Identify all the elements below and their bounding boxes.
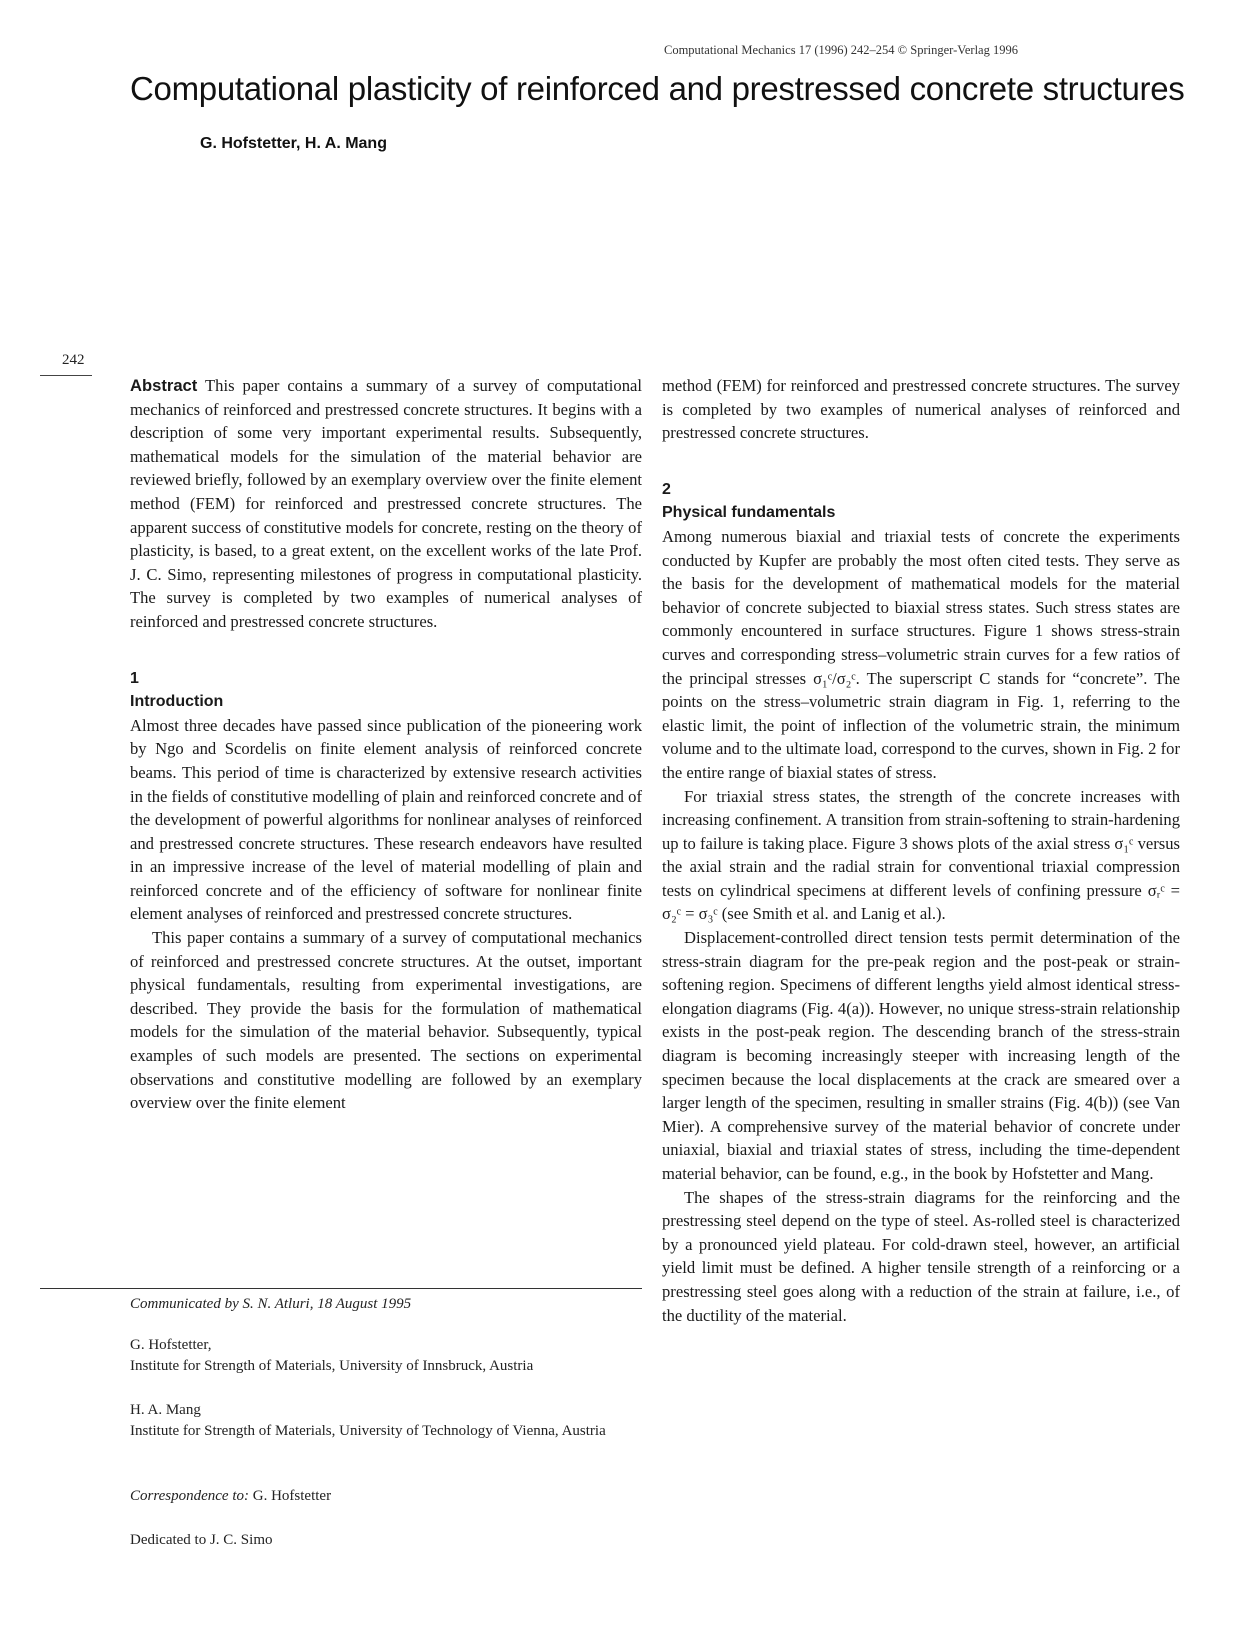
abstract: [130, 374, 642, 634]
left-column: [130, 374, 642, 1115]
footnote-rule: [40, 1288, 642, 1289]
footnote-dedication: [130, 1530, 642, 1551]
section-2-paragraph-4: The shapes of the stress-strain diagrams for the reinforcing and the prestressing steel depend on the type of steel. As-rolled steel is characterized by a pronounced yield plateau. For cold-drawn steel, however, an artificial yield limit must be defined. A higher tensile strength of a reinforcing or a prestressing steel goes along with a reduction of the strain at failure, i.e., of the ductility of the material.: [662, 1187, 1180, 1325]
abstract-label: Abstract: [130, 376, 198, 395]
communicated-text: Communicated by S. N. Atluri, 18 August 1995: [130, 1296, 412, 1312]
page-number-rule: [40, 375, 92, 376]
section-2-number: 2: [662, 480, 671, 498]
author-list: G. Hofstetter, H. A. Mang: [200, 135, 387, 152]
section-2-paragraph-2: For triaxial stress states, the strength of the concrete increases with increasing confinement. A transition from strain-softening to strain-hardening up to failure is taking place. Figure 3 shows plots of the axial stress σ₁ᶜ versus the axial strain and the radial strain for conventional triaxial compression tests on cylindrical specimens at different levels of confining pressure σᵣᶜ = σ₂ᶜ = σ₃ᶜ (see Smith et al. and Lanig et al.).: [662, 786, 1180, 924]
spacer: [130, 634, 642, 667]
page-number: 242: [62, 352, 85, 368]
footnote-communicated: [130, 1294, 642, 1315]
right-column: [662, 374, 1180, 1327]
footnote-correspondence: [130, 1486, 642, 1507]
footnote-author-1: [130, 1335, 642, 1377]
correspondence-name: G. Hofstetter: [252, 1488, 332, 1504]
section-1-title: Introduction: [130, 693, 224, 711]
section-2-paragraph-1: Among numerous biaxial and triaxial tests of concrete the experiments conducted by Kupfer are probably the most often cited tests. They serve as the basis for the development of mathematical models for the material behavior of concrete subjected to biaxial stress states. Such stress states are commonly encountered in surface structures. Figure 1 shows stress-strain curves and corresponding stress–volumetric strain curves for a few ratios of the principal stresses σ₁ᶜ/σ₂ᶜ. The superscript C stands for “concrete”. The points on the stress–volumetric strain diagram in Fig. 1, referring to the elastic limit, the point of inflection of the volumetric strain, the minimum volume and to the ultimate load, correspond to the curves, shown in Fig. 2 for the entire range of biaxial states of stress.: [662, 526, 1180, 782]
abstract-text: This paper contains a summary of a survey of computational mechanics of reinforced and prestressed concrete structures. It begins with a description of some very important experimental results. Subsequently, mathematical models for the simulation of the material behavior are reviewed briefly, followed by an exemplary overview over the finite element method (FEM) for reinforced and prestressed concrete structures. The apparent success of constitutive models for concrete, resting on the theory of plasticity, is based, to a great extent, on the excellent works of the late Prof. J. C. Simo, representing milestones of progress in computational plasticity. The survey is completed by two examples of numerical analyses of reinforced and prestressed concrete structures.: [130, 376, 642, 631]
section-1-paragraph-2-continued: method (FEM) for reinforced and prestressed concrete structures. The survey is completed by two examples of numerical analyses of reinforced and prestressed concrete structures.: [662, 376, 1180, 443]
journal-citation: Computational Mechanics 17 (1996) 242–254 © Springer-Verlag 1996: [664, 43, 1018, 57]
author-1-name: G. Hofstetter,: [130, 1337, 212, 1353]
correspondence-label: Correspondence to:: [130, 1488, 250, 1504]
spacer: [662, 445, 1180, 478]
section-1-paragraph-1: Almost three decades have passed since publication of the pioneering work by Ngo and Scordelis on finite element analysis of reinforced concrete beams. This period of time is characterized by extensive research activities in the fields of constitutive modelling of plain and reinforced concrete and of the development of powerful algorithms for nonlinear analyses of reinforced and prestressed concrete structures. These research endeavors have resulted in an impressive increase of the level of material modelling of plain and reinforced concrete and of the efficiency of software for nonlinear finite element analyses of reinforced and prestressed concrete structures.: [130, 715, 642, 924]
section-2-paragraph-3: Displacement-controlled direct tension tests permit determination of the stress-strain diagram for the pre-peak region and the post-peak or strain-softening region. Specimens of different lengths yield almost identical stress-elongation diagrams (Fig. 4(a)). However, no unique stress-strain relationship exists in the post-peak region. The descending branch of the stress-strain diagram is becoming increasingly steeper with increasing length of the specimen because the local displacements at the crack are smeared over a larger length of the specimen, resulting in smaller strains (Fig. 4(b)) (see Van Mier). A comprehensive survey of the material behavior of concrete under uniaxial, biaxial and triaxial states of stress, including the time-dependent material behavior, can be found, e.g., in the book by Hofstetter and Mang.: [662, 928, 1180, 1183]
section-2-title: Physical fundamentals: [662, 504, 836, 522]
dedication-text: Dedicated to J. C. Simo: [130, 1532, 273, 1548]
footnote-author-2: [130, 1400, 642, 1442]
section-1-number: 1: [130, 669, 139, 687]
author-2-name: H. A. Mang: [130, 1402, 201, 1418]
section-1-paragraph-2: This paper contains a summary of a survey of computational mechanics of reinforced and prestressed concrete structures. At the outset, important physical fundamentals, resulting from experimental investigations, are described. They provide the basis for the formulation of mathematical models for the simulation of the material behavior. Subsequently, typical examples of such models are presented. The sections on experimental observations and constitutive modelling are followed by an exemplary overview over the finite element: [130, 928, 642, 1113]
paper-title: Computational plasticity of reinforced and prestressed concrete structures: [130, 70, 1185, 107]
author-2-affiliation: Institute for Strength of Materials, University of Technology of Vienna, Austria: [130, 1423, 606, 1439]
author-1-affiliation: Institute for Strength of Materials, University of Innsbruck, Austria: [130, 1358, 534, 1374]
